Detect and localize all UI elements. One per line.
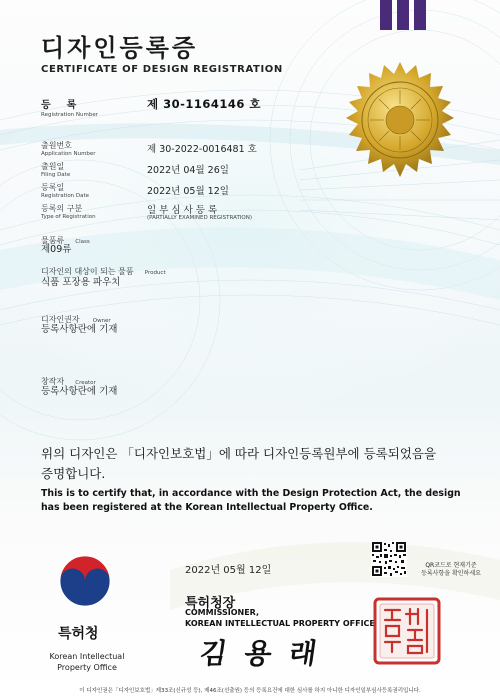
owner-label: 디자인권자 — [41, 315, 80, 324]
commissioner-line-1: COMMISSIONER, — [185, 608, 260, 617]
commissioner-line-2: KOREAN INTELLECTUAL PROPERTY OFFICE — [185, 619, 375, 628]
class-label: 물품류 — [41, 236, 65, 245]
owner-value: 등록사항란에 기재 — [41, 324, 118, 335]
registration-date-label-en: Registration Date — [41, 193, 90, 199]
ribbon-1 — [380, 0, 392, 30]
product-label-en: Product — [144, 270, 166, 276]
qr-caption-line-2: 등록사항을 확인하세요 — [421, 570, 481, 577]
registration-type-label: 등록의 구분 — [41, 204, 83, 213]
kipo-name-ko: 특허청 — [58, 626, 99, 642]
certification-en-line-1: This is to certify that, in accordance with the Design Protection Act, the design — [41, 488, 461, 499]
qr-caption-line-1: QR코드로 현재기준 — [425, 562, 477, 569]
official-stamp-icon — [372, 596, 442, 666]
registration-date-label: 등록일 — [41, 183, 65, 192]
product-label: 디자인의 대상이 되는 물품 — [41, 267, 134, 276]
qr-code-icon[interactable] — [371, 541, 407, 577]
creator-value: 등록사항란에 기재 — [41, 386, 118, 397]
authority-title: 특허청장 — [185, 596, 236, 611]
page-title-en: CERTIFICATE OF DESIGN REGISTRATION — [41, 64, 283, 75]
registration-type-label-en: Type of Registration — [41, 214, 96, 220]
certification-line-1: 위의 디자인은 「디자인보호법」에 따라 디자인등록원부에 등록되었음을 — [41, 446, 437, 461]
registration-type-value-en: (PARTIALLY EXAMINED REGISTRATION) — [147, 215, 253, 221]
registration-date-value: 2022년 05월 12일 — [147, 186, 229, 197]
certification-text-en — [41, 487, 481, 515]
owner-label-en: Owner — [92, 318, 111, 324]
certification-en-line-2: has been registered at the Korean Intellectual Property Office. — [41, 502, 373, 513]
creator-label: 창작자 — [41, 377, 65, 386]
registration-label-en: Registration Number — [41, 112, 99, 118]
qr-caption — [411, 562, 491, 578]
commissioner-title-en — [185, 607, 375, 629]
kipo-name-en-line-1: Korean Intellectual — [49, 652, 125, 661]
registration-type-value: 일 부 심 사 등 록 — [147, 205, 218, 216]
footer-note: 이 디자인권은「디자인보호법」제33조(신규성 등), 제46조(선출원) 등의 등록요건에 대한 심사를 하지 아니한 디자인일부심사등록권리입니다. — [79, 688, 421, 694]
issue-date: 2022년 05월 12일 — [185, 565, 272, 576]
page-title: 디자인등록증 — [41, 34, 199, 62]
creator-label-en: Creator — [75, 380, 96, 386]
application-number-label: 출원번호 — [41, 141, 72, 150]
filing-date-label-en: Filing Date — [41, 172, 71, 178]
signature: 김 용 래 — [197, 637, 323, 670]
kipo-logo-icon — [58, 554, 112, 608]
ribbon-3 — [414, 0, 426, 30]
registration-number: 제 30-1164146 호 — [147, 97, 262, 111]
filing-date-value: 2022년 04월 26일 — [147, 165, 229, 176]
registration-label: 등 록 — [41, 100, 80, 111]
certification-text-ko — [41, 444, 481, 484]
ribbon-2 — [397, 0, 409, 30]
gold-seal-icon — [340, 60, 460, 180]
filing-date-label: 출원일 — [41, 162, 65, 171]
application-number-value: 제 30-2022-0016481 호 — [147, 144, 257, 155]
kipo-name-en-line-2: Property Office — [57, 663, 117, 672]
product-value: 식품 포장용 파우치 — [41, 277, 121, 288]
application-number-label-en: Application Number — [41, 151, 96, 157]
kipo-name-en — [42, 651, 132, 673]
class-value: 제09류 — [41, 244, 72, 255]
certification-line-2: 증명합니다. — [41, 466, 106, 481]
class-label-en: Class — [75, 239, 90, 245]
